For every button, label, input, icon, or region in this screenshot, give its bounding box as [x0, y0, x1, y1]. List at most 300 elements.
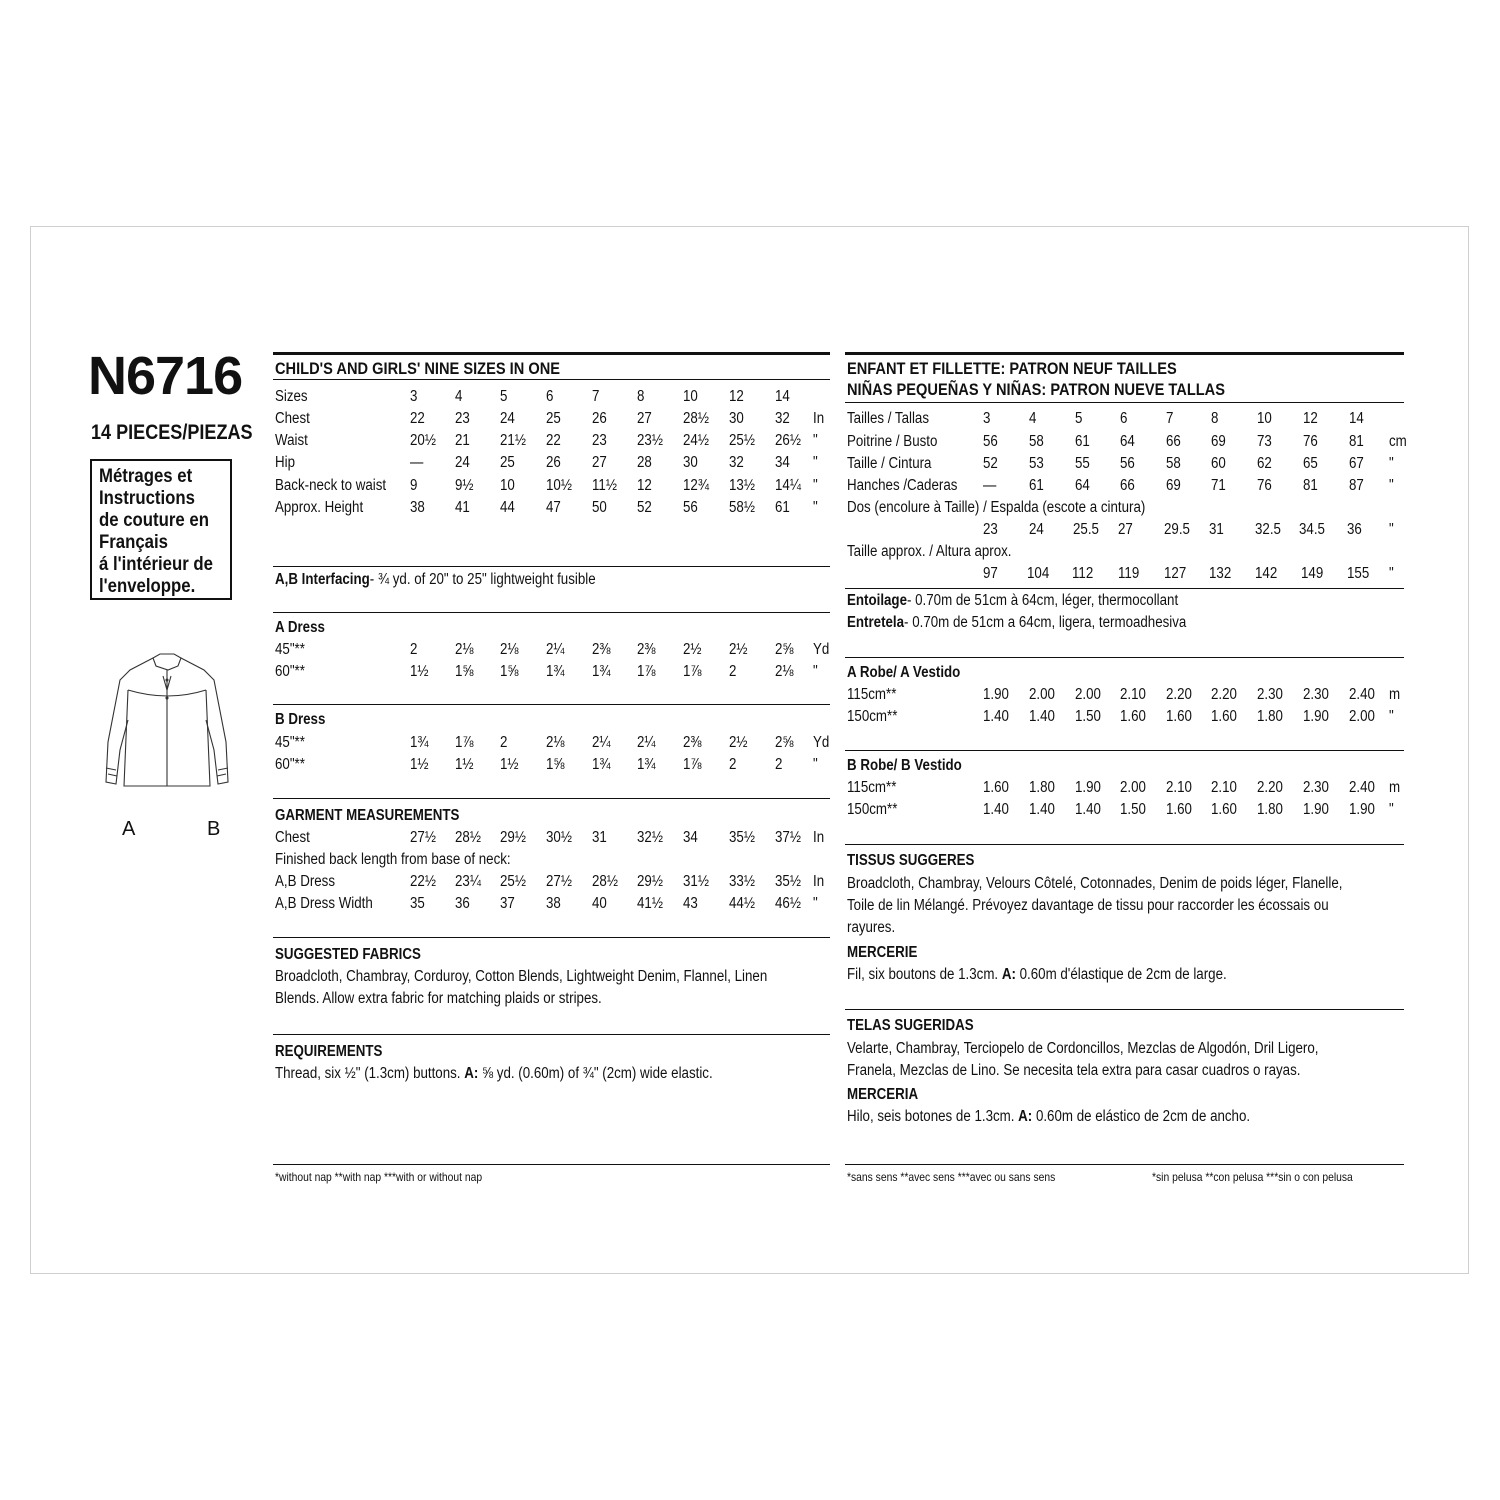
- fr-body-row-value: 58: [1029, 433, 1044, 450]
- en-body-row-unit: In: [813, 410, 825, 427]
- es-merceria: [847, 1108, 1250, 1126]
- en-garment-chest-value: 29½: [500, 829, 526, 846]
- en-garment-width-value: 37: [500, 895, 515, 912]
- fr-body-row-label: Taille / Cintura: [847, 455, 932, 473]
- fr-a-robe-row-value: 1.80: [1257, 708, 1283, 726]
- fr-b-robe-title: B Robe/ B Vestido: [847, 757, 962, 774]
- en-sizes-row-value: 12: [729, 388, 744, 405]
- en-a-dress-row-label: 45"**: [275, 641, 305, 658]
- fr-a-robe-row-value: 2.30: [1303, 686, 1329, 703]
- en-body-row-unit: ": [813, 432, 818, 450]
- fr-a-robe-row-value: 1.40: [1029, 708, 1055, 726]
- fr-tissus-title: TISSUS SUGGERES: [847, 852, 975, 869]
- en-body-row-value: 12: [637, 476, 652, 494]
- fr-mercerie-title: MERCERIE: [847, 944, 918, 961]
- fr-mercerie-bold: A:: [1001, 966, 1016, 983]
- en-title: CHILD'S AND GIRLS' NINE SIZES IN ONE: [275, 359, 561, 378]
- fr-sizes-row-value: 8: [1211, 410, 1219, 427]
- en-body-row-value: 22: [546, 432, 561, 450]
- en-body-row-value: 32: [729, 454, 744, 472]
- en-title-underline: [273, 379, 830, 380]
- fr-a-robe-row-value: 1.60: [1166, 708, 1192, 726]
- fr-b-robe-row-unit: ": [1389, 801, 1394, 819]
- en-b-dress-row-value: 2⅜: [683, 734, 702, 751]
- fr-height-row-value: 149: [1301, 565, 1324, 582]
- en-garment-chest-value: 35½: [729, 829, 755, 846]
- french-note-line: á l'intérieur de: [99, 553, 213, 575]
- es-merceria-title: MERCERIA: [847, 1086, 919, 1103]
- fr-b-robe-row-value: 1.90: [1349, 801, 1375, 819]
- es-telas-line: Velarte, Chambray, Terciopelo de Cordoncillos, Mezclas de Algodón, Dril Ligero,: [847, 1040, 1319, 1057]
- fr-tissus-line: Toile de lin Mélangé. Prévoyez davantage de tissu pour raccorder les écossais ou: [847, 897, 1329, 914]
- fr-body-row-value: 53: [1029, 455, 1044, 473]
- en-b-dress-row-value: 2: [729, 756, 737, 774]
- en-a-dress-row-value: 1¾: [592, 663, 611, 681]
- fr-b-robe-row-value: 2.10: [1166, 779, 1192, 796]
- fr-rule: [845, 1009, 1404, 1010]
- en-a-dress-row-label: 60"**: [275, 663, 305, 681]
- en-interfacing-text: - ¾ yd. of 20" to 25" lightweight fusible: [369, 571, 596, 588]
- es-entretela-label: Entretela: [847, 614, 905, 631]
- fr-b-robe-row-label: 115cm**: [847, 779, 897, 796]
- en-body-row-value: —: [410, 454, 424, 472]
- en-a-dress-row-value: 2⅛: [775, 663, 794, 681]
- en-garment-chest-value: 32½: [637, 829, 663, 846]
- fr-body-row-value: 69: [1211, 433, 1226, 450]
- en-garment-dress-value: 29½: [637, 873, 663, 890]
- fr-body-row-value: 56: [1120, 455, 1135, 473]
- en-sizes-row-value: 5: [500, 388, 508, 405]
- en-a-dress-row-value: 1½: [410, 663, 429, 681]
- en-body-row-value: 26: [546, 454, 561, 472]
- fr-rule: [845, 750, 1404, 751]
- en-body-row-value: 41: [455, 498, 470, 516]
- fr-height-row-unit: ": [1389, 565, 1394, 582]
- en-requirements-bold: A:: [464, 1065, 479, 1082]
- fr-footnote: *sans sens **avec sens ***avec ou sans sens: [847, 1170, 1056, 1184]
- en-body-row-value: 22: [410, 410, 425, 427]
- en-garment-width-value: 41½: [637, 895, 663, 912]
- en-body-row-label: Waist: [275, 432, 308, 450]
- fr-b-robe-row-value: 2.10: [1211, 779, 1237, 796]
- fr-entoilage: [847, 592, 1178, 610]
- en-b-dress-row-label: 45"**: [275, 734, 305, 751]
- en-garment-dress-value: 31½: [683, 873, 709, 890]
- es-merceria-text: Hilo, seis botones de 1.3cm.: [847, 1108, 1019, 1125]
- fr-back-row-value: 29.5: [1164, 521, 1190, 538]
- en-garment-width-value: 44½: [729, 895, 755, 912]
- fr-mercerie-text2: 0.60m d'élastique de 2cm de large.: [1015, 966, 1227, 983]
- fr-b-robe-row-value: 1.90: [1075, 779, 1101, 796]
- en-requirements-title: REQUIREMENTS: [275, 1043, 383, 1060]
- en-interfacing-label: A,B Interfacing: [275, 571, 370, 588]
- en-sizes-row-label: Sizes: [275, 388, 308, 405]
- es-merceria-text2: 0.60m de elástico de 2cm de ancho.: [1032, 1108, 1251, 1125]
- fr-b-robe-row-value: 1.80: [1257, 801, 1283, 819]
- fr-a-robe-row-value: 2.30: [1257, 686, 1283, 703]
- en-garment-chest-value: 37½: [775, 829, 801, 846]
- en-b-dress-row-value: 2⅛: [546, 734, 565, 751]
- en-a-dress-row-unit: Yd: [813, 641, 830, 658]
- en-rule: [273, 704, 830, 705]
- fr-back-row-value: 25.5: [1073, 521, 1099, 538]
- en-body-row-value: 26½: [775, 432, 801, 450]
- en-body-row-value: 27: [637, 410, 652, 427]
- fr-back-row-value: 27: [1118, 521, 1133, 538]
- en-body-row-label: Chest: [275, 410, 310, 427]
- fr-body-row-value: 64: [1120, 433, 1135, 450]
- en-a-dress-row-value: 2⅜: [592, 641, 611, 658]
- en-garment-width-value: 38: [546, 895, 561, 912]
- en-body-row-value: 10: [500, 476, 515, 494]
- fr-body-row-value: 61: [1029, 477, 1044, 495]
- fr-body-row-value: 52: [983, 455, 998, 473]
- en-requirements: [275, 1065, 713, 1083]
- fr-a-robe-row-value: 1.60: [1120, 708, 1146, 726]
- en-rule: [273, 1164, 830, 1165]
- fr-back-row-value: 36: [1347, 521, 1362, 538]
- en-body-row-label: Hip: [275, 454, 296, 472]
- en-body-row-value: 9: [410, 476, 418, 494]
- fr-title: ENFANT ET FILLETTE: PATRON NEUF TAILLES: [847, 359, 1177, 378]
- fr-b-robe-row-value: 1.90: [1303, 801, 1329, 819]
- en-body-row-value: 28½: [683, 410, 709, 427]
- fr-sizes-row-value: 6: [1120, 410, 1128, 427]
- fr-a-robe-row-value: 2.00: [1075, 686, 1101, 703]
- fr-body-row-value: —: [983, 477, 997, 495]
- fr-body-row-value: 56: [983, 433, 998, 450]
- en-garment-dress-unit: In: [813, 873, 825, 890]
- en-body-row-value: 21½: [500, 432, 526, 450]
- en-garment-chest-value: 28½: [455, 829, 481, 846]
- french-note-line: Métrages et: [99, 465, 193, 487]
- fr-sizes-row-value: 12: [1303, 410, 1318, 427]
- fr-body-row-value: 67: [1349, 455, 1364, 473]
- es-title: NIÑAS PEQUEÑAS Y NIÑAS: PATRON NUEVE TALLAS: [847, 380, 1225, 399]
- fr-rule: [845, 844, 1404, 845]
- en-garment-chest-value: 31: [592, 829, 607, 846]
- en-a-dress-row-value: 2½: [683, 641, 702, 658]
- en-body-row-value: 44: [500, 498, 515, 516]
- fr-body-row-label: Poitrine / Busto: [847, 433, 938, 450]
- fr-a-robe-row-value: 2.10: [1120, 686, 1146, 703]
- es-telas-title: TELAS SUGERIDAS: [847, 1017, 974, 1034]
- en-body-row-value: 23: [592, 432, 607, 450]
- en-garment-width-label: A,B Dress Width: [275, 895, 373, 912]
- fr-back-row-value: 23: [983, 521, 998, 538]
- en-garment-dress-label: A,B Dress: [275, 873, 335, 890]
- french-note-line: Français: [99, 531, 168, 553]
- en-body-row-value: 23½: [637, 432, 663, 450]
- en-garment-chest-label: Chest: [275, 829, 310, 846]
- fr-back-row-value: 32.5: [1255, 521, 1281, 538]
- fr-b-robe-row-value: 1.40: [1029, 801, 1055, 819]
- en-body-row-value: 14¼: [775, 476, 801, 494]
- fr-b-robe-row-value: 1.50: [1120, 801, 1146, 819]
- fr-sizes-row-label: Tailles / Tallas: [847, 410, 929, 427]
- en-a-dress-row-value: 2: [729, 663, 737, 681]
- en-body-row-value: 50: [592, 498, 607, 516]
- view-label-a: A: [122, 818, 136, 840]
- en-a-dress-row-value: 1¾: [546, 663, 565, 681]
- en-body-row-value: 27: [592, 454, 607, 472]
- en-rule: [273, 937, 830, 938]
- fr-b-robe-row-value: 1.60: [983, 779, 1009, 796]
- fr-body-row-value: 87: [1349, 477, 1364, 495]
- en-a-dress-row-value: 2⅜: [637, 641, 656, 658]
- en-body-row-value: 24½: [683, 432, 709, 450]
- en-body-row-unit: ": [813, 498, 818, 516]
- fr-height-row-value: 127: [1164, 565, 1187, 582]
- en-body-row-value: 30: [729, 410, 744, 427]
- en-requirements-text: Thread, six ½" (1.3cm) buttons.: [275, 1065, 465, 1082]
- fr-mercerie: [847, 966, 1227, 984]
- en-b-dress-row-value: 2½: [729, 734, 748, 751]
- en-a-dress-row-value: 1⅝: [500, 663, 519, 681]
- en-b-dress-row-unit: Yd: [813, 734, 830, 751]
- fr-a-robe-row-label: 150cm**: [847, 708, 898, 726]
- en-garment-dress-value: 25½: [500, 873, 526, 890]
- en-body-row-value: 56: [683, 498, 698, 516]
- fr-body-row-value: 66: [1120, 477, 1135, 495]
- en-a-dress-title: A Dress: [275, 619, 325, 636]
- en-body-row-unit: ": [813, 454, 818, 472]
- en-b-dress-row-value: 1⅞: [455, 734, 474, 751]
- fr-b-robe-row-value: 2.00: [1120, 779, 1146, 796]
- en-rule: [273, 566, 830, 567]
- fr-b-robe-row-value: 2.30: [1303, 779, 1329, 796]
- en-garment-width-value: 43: [683, 895, 698, 912]
- fr-body-row-value: 76: [1257, 477, 1272, 495]
- fr-body-row-value: 55: [1075, 455, 1090, 473]
- en-garment-width-value: 40: [592, 895, 607, 912]
- fr-b-robe-row-label: 150cm**: [847, 801, 898, 819]
- en-footnote: *without nap **with nap ***with or without nap: [275, 1170, 483, 1184]
- en-interfacing: [275, 571, 596, 589]
- fr-tissus-line: Broadcloth, Chambray, Velours Côtelé, Cotonnades, Denim de poids léger, Flanelle,: [847, 875, 1343, 892]
- en-body-row-value: 12¾: [683, 476, 709, 494]
- fr-body-row-unit: ": [1389, 477, 1394, 495]
- fr-sizes-row-value: 4: [1029, 410, 1037, 427]
- fr-b-robe-row-value: 1.60: [1166, 801, 1192, 819]
- en-body-row-value: 58½: [729, 498, 755, 516]
- en-a-dress-row-value: 2⅛: [455, 641, 474, 658]
- pattern-number: N6716: [88, 346, 243, 406]
- fr-body-row-value: 81: [1303, 477, 1318, 495]
- en-sizes-row-value: 10: [683, 388, 698, 405]
- en-garment-title: GARMENT MEASUREMENTS: [275, 807, 460, 824]
- fr-rule: [845, 1164, 1404, 1165]
- en-sizes-row-value: 6: [546, 388, 554, 405]
- en-body-row-value: 24: [500, 410, 515, 427]
- es-telas-line: Franela, Mezclas de Lino. Se necesita tela extra para casar cuadros o rayas.: [847, 1062, 1301, 1079]
- en-body-row-value: 25½: [729, 432, 755, 450]
- en-body-row-value: 23: [455, 410, 470, 427]
- en-b-dress-row-value: 1⅞: [683, 756, 702, 774]
- fr-body-row-value: 64: [1075, 477, 1090, 495]
- fr-b-robe-row-unit: m: [1389, 779, 1401, 796]
- en-requirements-text2: ⅝ yd. (0.60m) of ¾" (2cm) wide elastic.: [478, 1065, 713, 1082]
- en-fabrics-line: Broadcloth, Chambray, Corduroy, Cotton Blends, Lightweight Denim, Flannel, Linen: [275, 968, 768, 985]
- fr-height-row-value: 155: [1347, 565, 1370, 582]
- en-garment-chest-unit: In: [813, 829, 825, 846]
- fr-body-row-label: Hanches /Caderas: [847, 477, 958, 495]
- en-sizes-row-value: 3: [410, 388, 418, 405]
- en-a-dress-row-value: 2⅛: [500, 641, 519, 658]
- en-body-row-value: 21: [455, 432, 470, 450]
- en-garment-dress-value: 27½: [546, 873, 572, 890]
- es-entretela: [847, 614, 1186, 632]
- en-body-row-label: Back-neck to waist: [275, 476, 387, 494]
- fr-sizes-row-value: 5: [1075, 410, 1083, 427]
- en-fabrics-title: SUGGESTED FABRICS: [275, 946, 421, 963]
- fr-a-robe-row-unit: ": [1389, 708, 1394, 726]
- en-body-row-value: 34: [775, 454, 790, 472]
- en-garment-dress-value: 23¼: [455, 873, 481, 890]
- en-b-dress-row-value: 2¼: [637, 734, 656, 751]
- fr-a-robe-row-value: 1.60: [1211, 708, 1237, 726]
- en-title-rule: [273, 352, 830, 355]
- en-b-dress-row-value: 2: [775, 756, 783, 774]
- en-body-row-value: 52: [637, 498, 652, 516]
- en-a-dress-row-value: 1⅞: [683, 663, 702, 681]
- fr-body-row-value: 58: [1166, 455, 1181, 473]
- en-b-dress-row-value: 2¼: [592, 734, 611, 751]
- en-body-row-value: 20½: [410, 432, 436, 450]
- fr-a-robe-row-value: 1.90: [1303, 708, 1329, 726]
- en-b-dress-row-unit: ": [813, 756, 818, 774]
- en-body-row-value: 47: [546, 498, 561, 516]
- fr-a-robe-row-value: 2.20: [1166, 686, 1192, 703]
- en-fabrics-line: Blends. Allow extra fabric for matching plaids or stripes.: [275, 990, 602, 1007]
- en-b-dress-row-value: 1½: [500, 756, 519, 774]
- en-rule: [273, 1034, 830, 1035]
- en-finished-label: Finished back length from base of neck:: [275, 851, 511, 868]
- fr-body-row-value: 60: [1211, 455, 1226, 473]
- fr-height-label: Taille approx. / Altura aprox.: [847, 543, 1012, 560]
- fr-a-robe-row-value: 1.40: [983, 708, 1009, 726]
- fr-body-row-value: 65: [1303, 455, 1318, 473]
- french-instructions-text: [99, 465, 213, 597]
- french-note-line: de couture en: [99, 509, 209, 531]
- en-b-dress-row-value: 1¾: [410, 734, 429, 751]
- fr-body-row-unit: ": [1389, 455, 1394, 473]
- french-note-line: l'enveloppe.: [99, 575, 196, 597]
- fr-body-row-value: 73: [1257, 433, 1272, 450]
- es-footnote: *sin pelusa **con pelusa ***sin o con pelusa: [1152, 1170, 1353, 1184]
- en-b-dress-row-value: 2⅝: [775, 734, 794, 751]
- en-b-dress-row-value: 1¾: [637, 756, 656, 774]
- fr-b-robe-row-value: 1.80: [1029, 779, 1055, 796]
- en-b-dress-row-value: 1¾: [592, 756, 611, 774]
- fr-back-label: Dos (encolure à Taille) / Espalda (escote a cintura): [847, 499, 1146, 516]
- fr-b-robe-row-value: 1.60: [1211, 801, 1237, 819]
- fr-height-row-value: 142: [1255, 565, 1278, 582]
- fr-b-robe-row-value: 2.20: [1257, 779, 1283, 796]
- french-note-line: Instructions: [99, 487, 195, 509]
- en-b-dress-row-value: 2: [500, 734, 508, 751]
- en-body-row-value: 28: [637, 454, 652, 472]
- en-body-row-value: 25: [500, 454, 515, 472]
- en-body-row-value: 25: [546, 410, 561, 427]
- en-garment-dress-value: 35½: [775, 873, 801, 890]
- en-body-row-value: 38: [410, 498, 425, 516]
- en-garment-dress-value: 22½: [410, 873, 436, 890]
- en-body-row-value: 26: [592, 410, 607, 427]
- en-a-dress-row-value: 2⅝: [775, 641, 794, 658]
- es-entretela-text: - 0.70m de 51cm a 64cm, ligera, termoadhesiva: [904, 614, 1187, 631]
- fr-entoilage-label: Entoilage: [847, 592, 907, 609]
- en-sizes-row-value: 7: [592, 388, 600, 405]
- fr-mercerie-text: Fil, six boutons de 1.3cm.: [847, 966, 1002, 983]
- en-garment-width-value: 46½: [775, 895, 801, 912]
- en-a-dress-row-value: 2½: [729, 641, 748, 658]
- fr-a-robe-title: A Robe/ A Vestido: [847, 664, 961, 681]
- fr-body-row-value: 66: [1166, 433, 1181, 450]
- en-rule: [273, 798, 830, 799]
- fr-height-row-value: 112: [1072, 565, 1094, 582]
- fr-height-row-value: 119: [1118, 565, 1140, 582]
- en-body-row-value: 13½: [729, 476, 755, 494]
- view-label-b: B: [207, 818, 221, 840]
- fr-b-robe-row-value: 1.40: [983, 801, 1009, 819]
- en-b-dress-row-value: 1⅝: [546, 756, 565, 774]
- en-garment-dress-value: 28½: [592, 873, 618, 890]
- fr-sizes-row-value: 14: [1349, 410, 1364, 427]
- en-body-row-value: 61: [775, 498, 790, 516]
- fr-tissus-line: rayures.: [847, 919, 896, 936]
- en-b-dress-row-value: 1½: [455, 756, 474, 774]
- fr-a-robe-row-unit: m: [1389, 686, 1401, 703]
- en-b-dress-row-value: 1½: [410, 756, 429, 774]
- fr-height-row-value: 104: [1027, 565, 1050, 582]
- fr-body-row-value: 71: [1211, 477, 1226, 495]
- en-body-row-value: 24: [455, 454, 470, 472]
- en-garment-chest-value: 34: [683, 829, 698, 846]
- fr-a-robe-row-label: 115cm**: [847, 686, 897, 703]
- pieces-count: 14 PIECES/PIEZAS: [91, 421, 253, 444]
- fr-rule: [845, 588, 1404, 589]
- en-garment-width-unit: ": [813, 895, 818, 912]
- en-b-dress-title: B Dress: [275, 711, 326, 728]
- fr-body-row-value: 61: [1075, 433, 1090, 450]
- fr-body-row-value: 69: [1166, 477, 1181, 495]
- en-body-row-label: Approx. Height: [275, 498, 364, 516]
- en-body-row-value: 10½: [546, 476, 572, 494]
- en-garment-chest-value: 30½: [546, 829, 572, 846]
- fr-a-robe-row-value: 1.90: [983, 686, 1009, 703]
- fr-back-row-value: 31: [1209, 521, 1224, 538]
- en-a-dress-row-unit: ": [813, 663, 818, 681]
- fr-a-robe-row-value: 2.40: [1349, 686, 1375, 703]
- fr-body-row-unit: cm: [1389, 433, 1407, 450]
- en-garment-chest-value: 27½: [410, 829, 436, 846]
- fr-rule: [845, 657, 1404, 658]
- en-body-row-value: 32: [775, 410, 790, 427]
- fr-body-row-value: 76: [1303, 433, 1318, 450]
- en-sizes-row-value: 14: [775, 388, 790, 405]
- en-a-dress-row-value: 1⅞: [637, 663, 656, 681]
- fr-a-robe-row-value: 2.00: [1349, 708, 1375, 726]
- fr-a-robe-row-value: 2.00: [1029, 686, 1055, 703]
- en-body-row-value: 11½: [592, 476, 617, 494]
- fr-sizes-row-value: 3: [983, 410, 991, 427]
- en-b-dress-row-label: 60"**: [275, 756, 305, 774]
- en-a-dress-row-value: 2¼: [546, 641, 565, 658]
- en-body-row-unit: ": [813, 476, 818, 494]
- es-merceria-bold: A:: [1018, 1108, 1033, 1125]
- en-garment-width-value: 35: [410, 895, 425, 912]
